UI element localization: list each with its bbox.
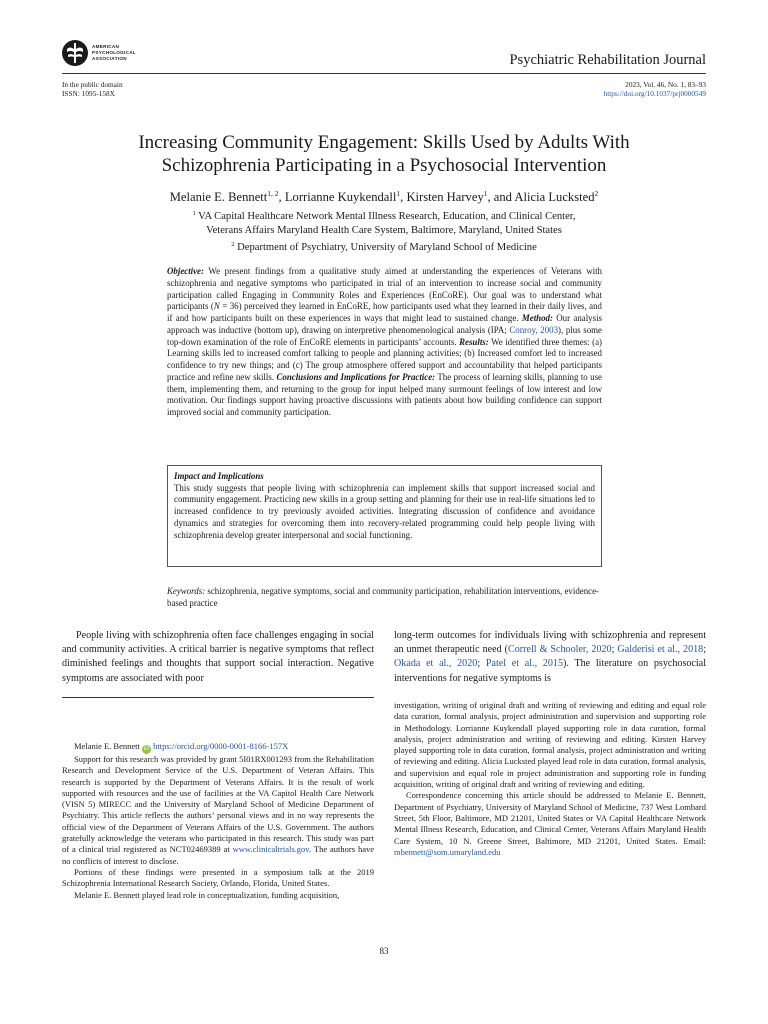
footnote-divider — [62, 697, 374, 698]
affiliations: $^1$ VA Capital Healthcare Network Mental Illness Research, Education, and Clinical Center, Veterans Affairs Maryland Health Care System, Baltimore, Maryland, United States $^2$ Department of Psychiatry, University of Maryland School of Medicine — [192, 210, 576, 253]
contributions-note-continued: investigation, writing of original draft and writing of reviewing and editing and equal role data curation, formal analysis, project administration and supervision and supporting role in Methodology. Lorrianne Kuykendall played supporting role in data curation, formal analysis, project administration and writing of reviewing and editing. Kirsten Harvey played supporting role in data curation, formal analysis, project administration and writing of reviewing and editing. Alicia Lucksted played lead role in data curation, formal analysis, and supervision and equal role in project administration and supporting role in funding acquisition, writing of original draft and writing of reviewing and editing. — [394, 700, 706, 790]
orcid-link[interactable]: https://orcid.org/0000-0001-8166-157X — [150, 741, 289, 751]
apa-logo-text: AMERICAN PSYCHOLOGICAL ASSOCIATION — [92, 44, 136, 61]
correspondence-note: Correspondence concerning this article should be addressed to Melanie E. Bennett, Department of Psychiatry, University of Maryland School of Medicine, 737 West Lombard Street, 5th Floor, Baltimore, MD 21201, United States or VA Capital Healthcare Network Mental Illness Research, Education, and Clinical Center, Veterans Affairs Maryland Health Care System, 10 N. Greene Street, Baltimore, MD 21201, United States. Email: mbennett@som.umaryland.edu — [394, 790, 706, 857]
doi-link[interactable]: https://doi.org/10.1037/prj0000549 — [603, 89, 706, 98]
author-name: Melanie E. Bennett — [169, 190, 268, 204]
funding-note: Support for this research was provided by grant 5I01RX001293 from the Rehabilitation Research and Development Service of the U.S. Department of Veteran Affairs. This research is supported by the Department of Veterans Affairs. It is the result of work supported with resources and the use of facilities at the VA Capitol Health Care Network (VISN 5) MIRECC and the University of Maryland School of Medicine Department of Psychiatry. This article reflects the authors’ personal views and in no way represents the official view of the Department of Veterans Affairs of the U.S. Government. The authors gratefully acknowledge the veterans who participated in this research. This study was part of a clinical trial registered as NCT02469389 at www.clinicaltrials.gov. The authors have no conflicts of interest to disclose. — [62, 754, 375, 866]
body-right-column: long-term outcomes for individuals living with schizophrenia and represent an unmet therapeutic need (Correll & Schooler, 2020; Galderisi et al., 2018; Okada et al., 2020; Patel et al., 2015). The literature on psychosocial interventions for negative symptoms is — [394, 630, 707, 684]
apa-logo — [62, 40, 136, 66]
clinicaltrials-link[interactable]: www.clinicaltrials.gov — [232, 844, 309, 855]
impact-box — [167, 465, 602, 567]
orcid-icon: iD — [143, 746, 150, 752]
citation-link[interactable]: Okada et al., 2020 — [394, 658, 478, 670]
citation-link[interactable]: Galderisi et al., 2018 — [617, 644, 704, 656]
citation-meta — [604, 80, 706, 98]
volume-line: 2023, Vol. 46, No. 1, 83–93 — [625, 80, 706, 89]
impact-heading: Impact and Implications — [174, 471, 264, 481]
author-name: , and Alicia Lucksted — [487, 190, 595, 204]
copyright-meta — [62, 80, 123, 98]
author-name: , Kirsten Harvey — [400, 190, 484, 204]
keywords: Keywords: schizophrenia, negative symptoms, social and community participation, rehabilitation interventions, evidence-based practice — [167, 586, 599, 608]
article-title: Increasing Community Engagement: Skills Used by Adults With Schizophrenia Participating in a Psychosocial Intervention — [138, 132, 630, 176]
apa-logo-icon — [62, 40, 88, 66]
citation-link[interactable]: Correll & Schooler, 2020 — [507, 644, 612, 656]
orcid-line: Melanie E. Bennett iD https://orcid.org/0000-0001-8166-157X — [74, 741, 289, 752]
footnotes-left — [62, 741, 374, 901]
author-name: , Lorrianne Kuykendall — [278, 190, 397, 204]
citation-link[interactable]: Patel et al., 2015 — [485, 658, 564, 670]
body-left-column: People living with schizophrenia often face challenges engaging in social and community activities. A critical barrier is negative symptoms that reflect diminished feelings and thoughts that support social interaction. Negative symptoms are associated with poor — [62, 630, 374, 684]
footnotes-right — [394, 700, 706, 858]
citation-link[interactable]: Conroy, 2003 — [509, 324, 559, 335]
email-link[interactable]: mbennett@som.umaryland.edu — [394, 846, 501, 857]
author-list: Melanie E. Bennett$^{1, 2}$, Lorrianne Kuykendall$^1$, Kirsten Harvey$^1$, and Alicia Lucksted$^2$ — [169, 189, 599, 204]
page-number: 83 — [379, 946, 389, 956]
issn-line: ISSN: 1095-158X — [62, 89, 115, 98]
header-divider — [62, 73, 706, 74]
presentation-note: Portions of these findings were presented in a symposium talk at the 2019 Schizophrenia International Research Society, Orlando, Florida, United States. — [62, 866, 374, 889]
journal-name: Psychiatric Rehabilitation Journal — [509, 52, 706, 68]
abstract: Objective: We present findings from a qualitative study aimed at understanding the experiences of Veterans with schizophrenia and negative symptoms who participated in trial of an intervention to increase social and community participation called Engaging in Community Roles and Experiences (EnCoRE). Our goal was to understand what participants (N = 36) perceived they learned in EnCoRE, how participants used what they learned in their daily lives, and if and how participants built on these experiences in ways that might lead to sustained change. Method: Our analysis approach was inductive (bottom up), drawing on interpretive phenomenological analysis (IPA; Conroy, 2003), plus some top-down examination of the role of EnCoRE elements in participants’ accounts. Results: We identified three themes: (a) Learning skills led to increased comfort talking to people and planning activities; (b) Increased comfort led to increased confidence to try new things; and (c) The group atmosphere offered support and accountability that helped participants practice and refine new skills. Conclusions and Implications for Practice: The process of learning skills, planning to use them, implementing them, and returning to the group for input helped many surmount feelings of low interest and low motivation. Our findings support having proactive discussions with patients about how building confidence can support improved social and community participation. — [167, 266, 602, 417]
contributions-note: Melanie E. Bennett played lead role in conceptualization, funding acquisition, — [74, 889, 340, 900]
copyright-line: In the public domain — [62, 80, 123, 89]
impact-text: This study suggests that people living with schizophrenia can implement skills that support increased social and community engagement. Practicing new skills in a group setting and planning for their use in real-life situations led to increased confidence to try previously avoided activities. Integrating discussion of confidence and avoidance dynamics and strategies for overcoming them into recovery-related programming could help people living with schizophrenia develop greater interpersonal and social functioning. — [174, 482, 595, 540]
